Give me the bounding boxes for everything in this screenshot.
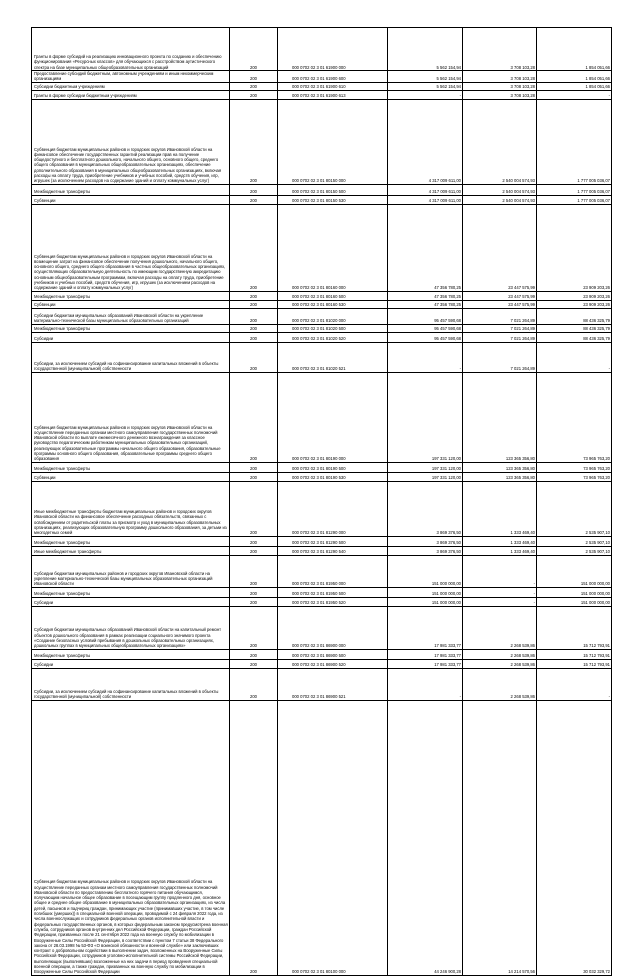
row-classification-cell: 000 0702 02 3 01 81290 500: [278, 536, 388, 546]
row-unexecuted-cell: 23 909 203,26: [537, 300, 612, 308]
row-approved-cell: 5 562 154,94: [388, 82, 463, 90]
table-row: [32, 308, 612, 324]
row-name-cell: Гранты в форме субсидии бюджетным учреждениям: [32, 90, 230, 99]
row-unexecuted-cell: 15 712 793,91: [537, 649, 612, 659]
row-name-cell: Субсидии: [32, 659, 230, 668]
row-approved-cell: 151 000 000,00: [388, 587, 463, 597]
row-classification-cell: 000 0702 02 3 01 81950 500: [278, 587, 388, 597]
row-name-cell: Межбюджетные трансферты: [32, 462, 230, 472]
table-row: [32, 472, 612, 481]
row-unexecuted-cell: 88 436 325,79: [537, 324, 612, 332]
row-code-cell: 200: [230, 204, 278, 291]
row-unexecuted-cell: 1 777 005 036,07: [537, 184, 612, 195]
row-code-cell: 200: [230, 308, 278, 324]
row-executed-cell: 1 333 469,40: [463, 546, 537, 555]
row-classification-cell: 000 0702 02 3 01 81020 520: [278, 332, 388, 342]
row-executed-cell: 2 268 539,86: [463, 668, 537, 700]
row-classification-cell: 000 0702 02 3 01 80150 000: [278, 99, 388, 184]
row-classification-cell: 000 0702 02 3 01 80100 000: [278, 700, 388, 975]
table-row: [32, 90, 612, 99]
row-classification-cell: 000 0702 02 3 01 80150 500: [278, 184, 388, 195]
row-code-cell: 200: [230, 82, 278, 90]
row-executed-cell: 2 268 539,86: [463, 659, 537, 668]
row-code-cell: 200: [230, 536, 278, 546]
row-approved-cell: 17 981 333,77: [388, 649, 463, 659]
row-name-cell: Межбюджетные трансферты: [32, 587, 230, 597]
row-name-cell: Гранты в форме субсидий на реализацию инновационного проекта по созданию и обеспечению функционирования «Ресурсных классов» для обучающихся с расстройством аутистического спектра на базе муниципальных общеобразовательных организаций: [32, 28, 230, 71]
table-row: [32, 71, 612, 83]
row-approved-cell: 17 981 333,77: [388, 659, 463, 668]
row-name-cell: Субвенции: [32, 472, 230, 481]
row-code-cell: 200: [230, 649, 278, 659]
table-row: [32, 204, 612, 291]
row-unexecuted-cell: 1 854 051,66: [537, 28, 612, 71]
table-row: [32, 606, 612, 649]
row-name-cell: Иные межбюджетные трансферты бюджетам муниципальных районов и городских округов Ивановской области на финансовое обеспечение расходных обязательств, связанных с освобождением от родительской платы за присмотр и уход в муниципальных образовательных организациях, реализующих образовательную программу дошкольного образования, за детьми из многодетных семей: [32, 481, 230, 536]
row-executed-cell: 1 333 469,40: [463, 536, 537, 546]
row-unexecuted-cell: 1 777 005 036,07: [537, 99, 612, 184]
row-approved-cell: 95 457 590,68: [388, 324, 463, 332]
table-row: [32, 587, 612, 597]
row-code-cell: 200: [230, 28, 278, 71]
row-code-cell: 200: [230, 184, 278, 195]
row-approved-cell: 197 331 120,00: [388, 372, 463, 462]
row-name-cell: Иные межбюджетные трансферты: [32, 546, 230, 555]
row-approved-cell: -: [388, 342, 463, 372]
row-approved-cell: 47 356 780,25: [388, 291, 463, 300]
row-name-cell: Субвенция бюджетам муниципальных районов и городских округов Ивановской области на финансовое обеспечение государственных гарантий реализации прав на получение общедоступного и бесплатного дошкольного, начального общего, основного общего, среднего общего образования в муниципальных общеобразовательных организациях, обеспечение дополнительного образования в муниципальных общеобразовательных организациях, включая расходы на оплату труда, приобретение учебников и учебных пособий, средств обучения, игр, игрушек (за исключением расходов на содержание зданий и оплату коммунальных услуг): [32, 99, 230, 184]
row-code-cell: 200: [230, 700, 278, 975]
table-row: [32, 481, 612, 536]
table-row: [32, 82, 612, 90]
row-unexecuted-cell: 2 535 907,10: [537, 546, 612, 555]
row-unexecuted-cell: 23 909 203,26: [537, 204, 612, 291]
row-classification-cell: 000 0702 02 3 01 86900 500: [278, 649, 388, 659]
row-classification-cell: 000 0702 02 3 01 80160 530: [278, 300, 388, 308]
row-executed-cell: 7 021 264,89: [463, 308, 537, 324]
row-approved-cell: 3 869 376,50: [388, 536, 463, 546]
row-name-cell: Субвенции: [32, 195, 230, 204]
row-approved-cell: 3 869 376,50: [388, 546, 463, 555]
row-unexecuted-cell: -: [537, 90, 612, 99]
table-row: [32, 332, 612, 342]
row-unexecuted-cell: 15 712 793,91: [537, 659, 612, 668]
row-approved-cell: 197 331 120,00: [388, 462, 463, 472]
row-executed-cell: 1 333 469,40: [463, 481, 537, 536]
row-approved-cell: 197 331 120,00: [388, 472, 463, 481]
row-executed-cell: 14 214 570,56: [463, 700, 537, 975]
row-name-cell: Субсидии, за исключением субсидий на софинансирование капитальных вложений в объекты государственной (муниципальной) собственности: [32, 668, 230, 700]
row-executed-cell: 23 447 575,99: [463, 300, 537, 308]
table-row: [32, 28, 612, 71]
row-code-cell: 200: [230, 597, 278, 606]
table-row: [32, 546, 612, 555]
row-unexecuted-cell: 151 000 000,00: [537, 555, 612, 587]
row-approved-cell: 95 457 590,68: [388, 308, 463, 324]
row-code-cell: 200: [230, 342, 278, 372]
row-executed-cell: 7 021 264,89: [463, 324, 537, 332]
row-classification-cell: 000 0702 02 3 01 80190 530: [278, 472, 388, 481]
row-code-cell: 200: [230, 546, 278, 555]
row-classification-cell: 000 0702 02 3 01 80190 000: [278, 372, 388, 462]
budget-table: [31, 27, 612, 976]
row-name-cell: Субвенции: [32, 300, 230, 308]
row-classification-cell: 000 0702 02 3 01 81290 000: [278, 481, 388, 536]
row-classification-cell: 000 0702 02 3 01 81950 000: [278, 555, 388, 587]
row-approved-cell: 4 317 009 611,00: [388, 195, 463, 204]
row-executed-cell: 7 021 264,89: [463, 332, 537, 342]
row-approved-cell: 3 869 376,50: [388, 481, 463, 536]
table-row: [32, 99, 612, 184]
row-executed-cell: 3 708 103,28: [463, 71, 537, 83]
row-unexecuted-cell: 1 854 051,66: [537, 71, 612, 83]
row-unexecuted-cell: 1 777 005 036,07: [537, 195, 612, 204]
row-code-cell: 200: [230, 99, 278, 184]
row-unexecuted-cell: 73 965 763,20: [537, 372, 612, 462]
row-code-cell: 200: [230, 462, 278, 472]
row-name-cell: Межбюджетные трансферты: [32, 291, 230, 300]
table-row: [32, 291, 612, 300]
row-classification-cell: 000 0702 02 3 01 80150 530: [278, 195, 388, 204]
row-name-cell: Субсидия бюджетам муниципальных образований Ивановской области на капитальный ремонт объектов дошкольного образования в рамках реализации социального значимого проекта «Создание безопасных условий пребывания в дошкольных образовательных организациях, дошкольных группах в муниципальных общеобразовательных организациях»: [32, 606, 230, 649]
row-name-cell: Субсидии: [32, 597, 230, 606]
row-code-cell: 200: [230, 324, 278, 332]
row-code-cell: 200: [230, 555, 278, 587]
row-executed-cell: -: [463, 597, 537, 606]
table-row: [32, 462, 612, 472]
row-classification-cell: 000 0702 02 3 01 86900 520: [278, 659, 388, 668]
row-approved-cell: 95 457 590,68: [388, 332, 463, 342]
row-name-cell: Субвенция бюджетам муниципальных районов и городских округов Ивановской области на осуществление переданных органам местного самоуправления государственных полномочий Ивановской области по выплате ежемесячного денежного вознаграждения за классное руководство педагогическим работникам муниципальных образовательных организаций, реализующих образовательные программы начального общего образования, образовательные программы основного общего образования, образовательные программы среднего общего образования: [32, 372, 230, 462]
row-approved-cell: 4 317 009 611,00: [388, 99, 463, 184]
row-approved-cell: 151 000 000,00: [388, 555, 463, 587]
row-code-cell: 200: [230, 668, 278, 700]
row-executed-cell: -: [463, 555, 537, 587]
row-executed-cell: 2 540 004 574,93: [463, 99, 537, 184]
row-unexecuted-cell: 23 909 203,26: [537, 291, 612, 300]
table-row: [32, 649, 612, 659]
row-classification-cell: 000 0702 02 3 01 81020 521: [278, 342, 388, 372]
row-executed-cell: 23 447 575,99: [463, 291, 537, 300]
table-row: [32, 342, 612, 372]
row-unexecuted-cell: 151 000 000,00: [537, 597, 612, 606]
row-classification-cell: 000 0702 02 3 01 61900 000: [278, 28, 388, 71]
table-row: [32, 555, 612, 587]
row-name-cell: Межбюджетные трансферты: [32, 649, 230, 659]
row-unexecuted-cell: -: [537, 342, 612, 372]
row-code-cell: 200: [230, 90, 278, 99]
row-code-cell: 200: [230, 332, 278, 342]
row-code-cell: 200: [230, 71, 278, 83]
row-approved-cell: 47 356 780,25: [388, 300, 463, 308]
row-unexecuted-cell: 30 032 329,72: [537, 700, 612, 975]
row-approved-cell: -: [388, 668, 463, 700]
row-executed-cell: -: [463, 587, 537, 597]
row-classification-cell: 000 0702 02 3 01 81950 520: [278, 597, 388, 606]
table-row: [32, 668, 612, 700]
row-name-cell: Межбюджетные трансферты: [32, 184, 230, 195]
table-row: [32, 195, 612, 204]
row-unexecuted-cell: 1 854 051,66: [537, 82, 612, 90]
row-name-cell: Субвенция бюджетам муниципальных районов и городских округов Ивановской области на возмещение затрат на финансовое обеспечение получения дошкольного, начального общего, основного общего, среднего общего образования в частных общеобразовательных организациях, осуществляющих образовательную деятельность по имеющим государственную аккредитацию основным общеобразовательным программам, включая расходы на оплату труда, приобретение учебников и учебных пособий, средств обучения, игр, игрушек (за исключением расходов на содержание зданий и оплату коммунальных услуг): [32, 204, 230, 291]
row-executed-cell: 2 268 539,86: [463, 649, 537, 659]
row-classification-cell: 000 0702 02 3 01 81290 540: [278, 546, 388, 555]
row-unexecuted-cell: 2 535 907,10: [537, 536, 612, 546]
row-classification-cell: 000 0702 02 3 01 86900 521: [278, 668, 388, 700]
row-approved-cell: 5 562 154,94: [388, 28, 463, 71]
row-classification-cell: 000 0702 02 3 01 80160 500: [278, 291, 388, 300]
row-name-cell: Субсидии бюджетам муниципальных районов и городских округов Ивановской области на укрепление материально-технической базы муниципальных образовательных организаций Ивановской области: [32, 555, 230, 587]
table-row: [32, 324, 612, 332]
row-executed-cell: 123 365 356,80: [463, 472, 537, 481]
table-row: [32, 659, 612, 668]
row-code-cell: 200: [230, 472, 278, 481]
row-code-cell: 200: [230, 606, 278, 649]
row-code-cell: 200: [230, 195, 278, 204]
row-classification-cell: 000 0702 02 3 01 81020 000: [278, 308, 388, 324]
row-executed-cell: 123 365 356,80: [463, 462, 537, 472]
row-approved-cell: 44 246 900,28: [388, 700, 463, 975]
row-executed-cell: 7 021 264,89: [463, 342, 537, 372]
table-row: [32, 184, 612, 195]
row-classification-cell: 000 0702 02 3 01 80160 000: [278, 204, 388, 291]
row-approved-cell: 5 562 154,94: [388, 71, 463, 83]
row-executed-cell: 3 708 103,28: [463, 82, 537, 90]
row-classification-cell: 000 0702 02 3 01 61900 613: [278, 90, 388, 99]
row-executed-cell: 2 540 004 574,93: [463, 195, 537, 204]
row-classification-cell: 000 0702 02 3 01 61900 600: [278, 71, 388, 83]
row-unexecuted-cell: 15 712 793,91: [537, 606, 612, 649]
row-classification-cell: 000 0702 02 3 01 61900 610: [278, 82, 388, 90]
row-approved-cell: 17 981 333,77: [388, 606, 463, 649]
row-name-cell: Субсидии бюджетным учреждениям: [32, 82, 230, 90]
row-unexecuted-cell: 2 535 907,10: [537, 481, 612, 536]
row-name-cell: Предоставление субсидий бюджетным, автономным учреждениям и иным некоммерческим организациям: [32, 71, 230, 83]
row-name-cell: Межбюджетные трансферты: [32, 324, 230, 332]
budget-table-page: [31, 27, 611, 976]
table-row: [32, 597, 612, 606]
row-approved-cell: -: [388, 90, 463, 99]
row-code-cell: 200: [230, 291, 278, 300]
row-classification-cell: 000 0702 02 3 01 81020 500: [278, 324, 388, 332]
row-approved-cell: 151 000 000,00: [388, 597, 463, 606]
row-unexecuted-cell: 73 965 763,20: [537, 462, 612, 472]
table-row: [32, 700, 612, 975]
row-name-cell: Субсидии: [32, 332, 230, 342]
budget-table-body: [32, 28, 612, 976]
row-unexecuted-cell: 88 436 325,79: [537, 308, 612, 324]
row-executed-cell: 123 365 356,80: [463, 372, 537, 462]
row-code-cell: 200: [230, 300, 278, 308]
row-executed-cell: 2 540 004 574,93: [463, 184, 537, 195]
row-code-cell: 200: [230, 372, 278, 462]
row-unexecuted-cell: 73 965 763,20: [537, 472, 612, 481]
row-name-cell: Субсидии бюджетам муниципальных образований Ивановской области на укрепление материально-технической базы муниципальных образовательных организаций: [32, 308, 230, 324]
table-row: [32, 536, 612, 546]
row-name-cell: Субвенция бюджетам муниципальных районов и городских округов Ивановской области на осуществление переданных органам местного самоуправления государственных полномочий Ивановской области по предоставлению бесплатного горячего питания обучающимся, получающим начальное общее образование в посещающим группу продленного дня, основное общее и среднее общее образование в муниципальных образовательных организациях, из числа детей, пасынков и падчериц граждан, принимающих участие (принимавших участие, в том числе погибших (умерших)) в специальной военной операции, проводимой с 24 февраля 2022 года, из числа военнослужащих и сотрудников федеральных органов исполнительной власти и федеральных государственных органов, в которых федеральным законом предусмотрена военная служба, сотрудников органов внутренних дел Российской Федерации, граждан Российской Федерации, призванных после 21 сентября 2022 года на военную службу по мобилизации в Вооруженные Силы Российской Федерации, в соответствии с пунктом 7 статьи 38 Федерального закона от 28.03.1998 № 53-ФЗ «О воинской обязанности и военной службе» или заключивших контракт о добровольном содействии в выполнении задач, возложенных на Вооруженные Силы Российской Федерации, сотрудников уголовно-исполнительной системы Российской Федерации, выполняющих (выполнявших) возложенные на них задачи в период проведения специальной военной операции, а также граждан, призванных на военную службу по мобилизации в Вооруженные Силы Российской Федерации: [32, 700, 230, 975]
row-unexecuted-cell: 151 000 000,00: [537, 587, 612, 597]
table-row: [32, 372, 612, 462]
table-row: [32, 300, 612, 308]
row-executed-cell: 23 447 575,99: [463, 204, 537, 291]
row-unexecuted-cell: 88 436 325,79: [537, 332, 612, 342]
row-executed-cell: 3 708 103,28: [463, 90, 537, 99]
row-unexecuted-cell: -: [537, 668, 612, 700]
row-classification-cell: 000 0702 02 3 01 80190 500: [278, 462, 388, 472]
row-name-cell: Межбюджетные трансферты: [32, 536, 230, 546]
row-name-cell: Субсидии, за исключением субсидий на софинансирование капитальных вложений в объекты государственной (муниципальной) собственности: [32, 342, 230, 372]
row-executed-cell: 3 708 103,28: [463, 28, 537, 71]
row-approved-cell: 4 317 009 611,00: [388, 184, 463, 195]
row-code-cell: 200: [230, 659, 278, 668]
row-executed-cell: 2 268 539,86: [463, 606, 537, 649]
row-approved-cell: 47 356 780,25: [388, 204, 463, 291]
row-classification-cell: 000 0702 02 3 01 86900 000: [278, 606, 388, 649]
row-code-cell: 200: [230, 481, 278, 536]
row-code-cell: 200: [230, 587, 278, 597]
